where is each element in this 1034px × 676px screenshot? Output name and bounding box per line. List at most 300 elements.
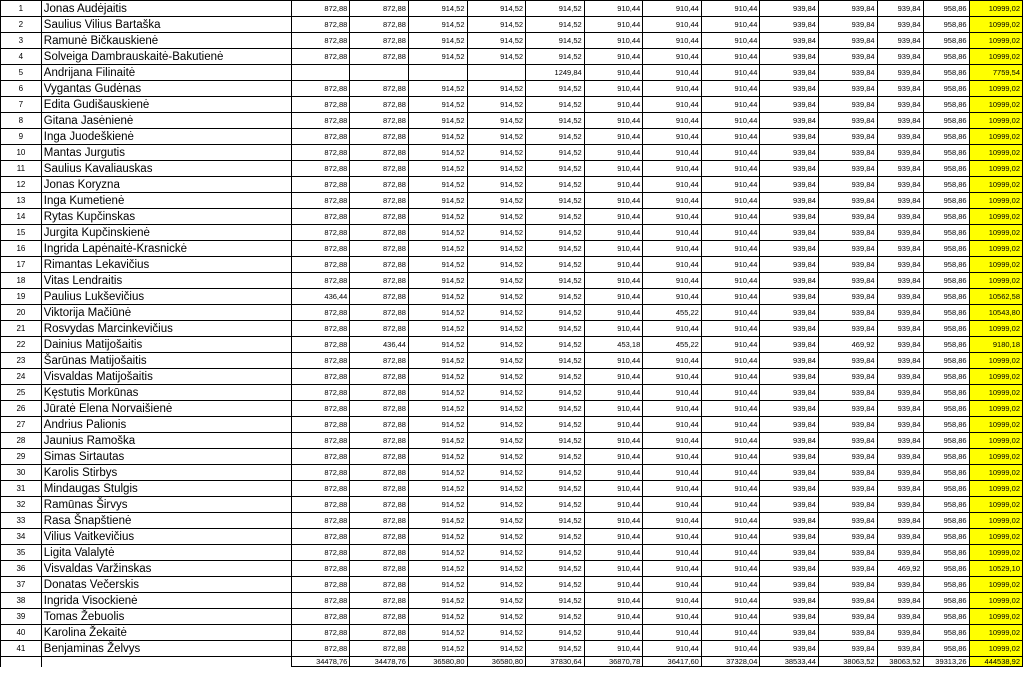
amount-cell: 910,44 (701, 209, 760, 225)
amount-cell: 872,88 (291, 401, 350, 417)
amount-cell: 914,52 (526, 49, 585, 65)
amount-cell: 958,86 (923, 513, 969, 529)
amount-cell: 958,86 (923, 161, 969, 177)
amount-cell: 958,86 (923, 561, 969, 577)
grand-total-cell: 444538,92 (969, 657, 1022, 667)
amount-cell: 914,52 (467, 161, 526, 177)
totals-blank-cell (1, 657, 42, 667)
amount-cell: 939,84 (818, 273, 877, 289)
amount-cell: 914,52 (467, 385, 526, 401)
amount-cell: 872,88 (291, 545, 350, 561)
amount-cell: 872,88 (350, 433, 409, 449)
amount-cell: 914,52 (467, 273, 526, 289)
table-row (1, 81, 1023, 97)
amount-cell: 910,44 (701, 529, 760, 545)
amount-cell: 872,88 (291, 609, 350, 625)
table-row (1, 177, 1023, 193)
amount-cell: 910,44 (584, 193, 643, 209)
amount-cell: 872,88 (291, 385, 350, 401)
amount-cell: 914,52 (408, 561, 467, 577)
amount-cell: 914,52 (526, 497, 585, 513)
amount-cell: 914,52 (526, 609, 585, 625)
amount-cell: 914,52 (408, 321, 467, 337)
amount-cell: 939,84 (818, 641, 877, 657)
row-number: 31 (1, 481, 42, 497)
amount-cell: 910,44 (643, 17, 702, 33)
amount-cell: 872,88 (291, 257, 350, 273)
amount-cell: 939,84 (818, 529, 877, 545)
amount-cell: 939,84 (877, 513, 923, 529)
amount-cell: 910,44 (643, 81, 702, 97)
amount-cell: 958,86 (923, 449, 969, 465)
amount-cell: 958,86 (923, 177, 969, 193)
employee-name: Edita Gudišauskienė (41, 97, 291, 113)
amount-cell: 910,44 (701, 481, 760, 497)
amount-cell: 910,44 (584, 241, 643, 257)
amount-cell: 872,88 (350, 641, 409, 657)
amount-cell: 939,84 (760, 545, 819, 561)
amount-cell: 469,92 (818, 337, 877, 353)
amount-cell: 939,84 (760, 593, 819, 609)
amount-cell: 914,52 (467, 145, 526, 161)
amount-cell: 910,44 (643, 209, 702, 225)
amount-cell: 939,84 (877, 65, 923, 81)
amount-cell: 939,84 (877, 625, 923, 641)
amount-cell: 872,88 (350, 305, 409, 321)
amount-cell: 939,84 (760, 353, 819, 369)
amount-cell: 872,88 (350, 481, 409, 497)
amount-cell: 939,84 (760, 273, 819, 289)
amount-cell: 914,52 (526, 353, 585, 369)
amount-cell: 939,84 (760, 17, 819, 33)
amount-cell: 872,88 (291, 81, 350, 97)
amount-cell: 939,84 (877, 481, 923, 497)
totals-blank-cell (41, 657, 291, 667)
table-row (1, 209, 1023, 225)
amount-cell: 910,44 (584, 209, 643, 225)
amount-cell: 914,52 (467, 17, 526, 33)
amount-cell: 910,44 (584, 321, 643, 337)
employee-name: Simas Sirtautas (41, 449, 291, 465)
amount-cell: 939,84 (877, 641, 923, 657)
amount-cell: 910,44 (584, 449, 643, 465)
amount-cell: 910,44 (701, 241, 760, 257)
amount-cell: 914,52 (408, 417, 467, 433)
amount-cell: 910,44 (584, 641, 643, 657)
amount-cell: 939,84 (818, 193, 877, 209)
amount-cell: 939,84 (760, 497, 819, 513)
amount-cell: 872,88 (350, 385, 409, 401)
amount-cell: 910,44 (701, 145, 760, 161)
table-row (1, 561, 1023, 577)
amount-cell: 872,88 (350, 529, 409, 545)
amount-cell: 872,88 (291, 369, 350, 385)
amount-cell: 939,84 (818, 113, 877, 129)
totals-row (1, 657, 1023, 667)
amount-cell: 939,84 (760, 49, 819, 65)
amount-cell: 939,84 (877, 593, 923, 609)
amount-cell: 910,44 (643, 609, 702, 625)
amount-cell: 914,52 (408, 513, 467, 529)
amount-cell: 872,88 (350, 81, 409, 97)
amount-cell: 872,88 (291, 305, 350, 321)
amount-cell: 910,44 (584, 33, 643, 49)
amount-cell: 872,88 (291, 417, 350, 433)
employee-name: Benjaminas Želvys (41, 641, 291, 657)
row-number: 14 (1, 209, 42, 225)
row-total-cell: 10999,02 (969, 209, 1022, 225)
row-number: 41 (1, 641, 42, 657)
row-total-cell: 10543,80 (969, 305, 1022, 321)
amount-cell: 872,88 (350, 353, 409, 369)
amount-cell: 939,84 (760, 513, 819, 529)
amount-cell: 914,52 (408, 609, 467, 625)
amount-cell: 914,52 (467, 209, 526, 225)
amount-cell: 914,52 (467, 641, 526, 657)
amount-cell: 872,88 (350, 593, 409, 609)
column-total-cell: 36580,80 (467, 657, 526, 667)
amount-cell: 910,44 (701, 113, 760, 129)
amount-cell: 958,86 (923, 577, 969, 593)
amount-cell: 910,44 (701, 497, 760, 513)
row-total-cell: 10999,02 (969, 161, 1022, 177)
amount-cell: 910,44 (643, 353, 702, 369)
amount-cell: 910,44 (701, 561, 760, 577)
amount-cell: 958,86 (923, 65, 969, 81)
amount-cell: 958,86 (923, 529, 969, 545)
amount-cell: 939,84 (877, 497, 923, 513)
amount-cell: 910,44 (701, 337, 760, 353)
table-row (1, 145, 1023, 161)
amount-cell: 939,84 (877, 305, 923, 321)
table-row (1, 49, 1023, 65)
row-total-cell: 10999,02 (969, 145, 1022, 161)
amount-cell: 910,44 (643, 529, 702, 545)
amount-cell: 939,84 (818, 65, 877, 81)
amount-cell: 910,44 (584, 481, 643, 497)
amount-cell: 939,84 (760, 289, 819, 305)
employee-name: Karolis Stirbys (41, 465, 291, 481)
row-number: 2 (1, 17, 42, 33)
amount-cell: 939,84 (877, 433, 923, 449)
amount-cell: 939,84 (760, 145, 819, 161)
amount-cell: 939,84 (760, 129, 819, 145)
row-total-cell: 7759,54 (969, 65, 1022, 81)
amount-cell: 914,52 (467, 33, 526, 49)
amount-cell: 914,52 (408, 305, 467, 321)
amount-cell: 910,44 (701, 593, 760, 609)
table-row (1, 273, 1023, 289)
amount-cell: 914,52 (526, 641, 585, 657)
table-row (1, 65, 1023, 81)
amount-cell: 939,84 (760, 209, 819, 225)
amount-cell: 872,88 (350, 33, 409, 49)
amount-cell: 910,44 (643, 49, 702, 65)
employee-name: Ingrida Lapėnaitė-Krasnickė (41, 241, 291, 257)
amount-cell: 914,52 (526, 593, 585, 609)
amount-cell: 914,52 (526, 337, 585, 353)
row-total-cell: 10999,02 (969, 609, 1022, 625)
amount-cell: 914,52 (467, 577, 526, 593)
amount-cell: 958,86 (923, 593, 969, 609)
amount-cell: 939,84 (760, 113, 819, 129)
table-row (1, 497, 1023, 513)
amount-cell: 914,52 (526, 465, 585, 481)
row-number: 22 (1, 337, 42, 353)
amount-cell: 958,86 (923, 609, 969, 625)
row-total-cell: 10999,02 (969, 433, 1022, 449)
amount-cell: 872,88 (350, 177, 409, 193)
amount-cell: 939,84 (877, 241, 923, 257)
row-number: 7 (1, 97, 42, 113)
table-row (1, 193, 1023, 209)
amount-cell: 910,44 (643, 369, 702, 385)
amount-cell: 872,88 (350, 497, 409, 513)
employee-name: Tomas Žebuolis (41, 609, 291, 625)
table-row (1, 417, 1023, 433)
amount-cell: 914,52 (526, 129, 585, 145)
row-total-cell: 10999,02 (969, 401, 1022, 417)
amount-cell: 910,44 (643, 513, 702, 529)
column-total-cell: 36870,78 (584, 657, 643, 667)
amount-cell: 939,84 (760, 417, 819, 433)
amount-cell: 914,52 (408, 97, 467, 113)
amount-cell: 939,84 (760, 625, 819, 641)
amount-cell: 939,84 (877, 353, 923, 369)
amount-cell: 910,44 (643, 273, 702, 289)
amount-cell: 939,84 (877, 113, 923, 129)
row-total-cell: 10999,02 (969, 481, 1022, 497)
table-row (1, 449, 1023, 465)
row-total-cell: 10999,02 (969, 33, 1022, 49)
amount-cell: 910,44 (643, 65, 702, 81)
amount-cell: 914,52 (526, 289, 585, 305)
amount-cell: 910,44 (701, 17, 760, 33)
employee-name: Šarūnas Matijošaitis (41, 353, 291, 369)
table-row (1, 609, 1023, 625)
amount-cell: 872,88 (350, 609, 409, 625)
amount-cell: 872,88 (291, 529, 350, 545)
amount-cell: 914,52 (526, 193, 585, 209)
row-number: 19 (1, 289, 42, 305)
amount-cell: 914,52 (526, 561, 585, 577)
row-total-cell: 10562,58 (969, 289, 1022, 305)
amount-cell: 914,52 (408, 369, 467, 385)
row-number: 33 (1, 513, 42, 529)
table-row (1, 17, 1023, 33)
amount-cell: 910,44 (584, 593, 643, 609)
table-row (1, 129, 1023, 145)
amount-cell: 910,44 (643, 177, 702, 193)
row-number: 20 (1, 305, 42, 321)
amount-cell: 914,52 (526, 529, 585, 545)
amount-cell: 939,84 (760, 385, 819, 401)
row-total-cell: 10999,02 (969, 273, 1022, 289)
amount-cell: 939,84 (877, 337, 923, 353)
row-total-cell: 10999,02 (969, 321, 1022, 337)
amount-cell: 872,88 (350, 561, 409, 577)
table-row (1, 161, 1023, 177)
amount-cell: 939,84 (877, 273, 923, 289)
amount-cell: 914,52 (526, 433, 585, 449)
amount-cell: 910,44 (701, 177, 760, 193)
amount-cell: 939,84 (818, 81, 877, 97)
amount-cell: 958,86 (923, 81, 969, 97)
amount-cell: 939,84 (877, 369, 923, 385)
amount-cell: 939,84 (818, 241, 877, 257)
row-number: 34 (1, 529, 42, 545)
amount-cell: 910,44 (701, 513, 760, 529)
row-number: 23 (1, 353, 42, 369)
amount-cell: 914,52 (467, 513, 526, 529)
amount-cell: 914,52 (526, 161, 585, 177)
amount-cell: 914,52 (526, 401, 585, 417)
amount-cell: 910,44 (701, 193, 760, 209)
amount-cell: 939,84 (877, 609, 923, 625)
amount-cell: 910,44 (643, 113, 702, 129)
amount-cell: 939,84 (818, 177, 877, 193)
amount-cell: 872,88 (350, 513, 409, 529)
row-number: 11 (1, 161, 42, 177)
amount-cell: 914,52 (408, 401, 467, 417)
amount-cell: 939,84 (877, 145, 923, 161)
amount-cell: 939,84 (760, 433, 819, 449)
table-row (1, 241, 1023, 257)
employee-name: Rosvydas Marcinkevičius (41, 321, 291, 337)
row-total-cell: 10999,02 (969, 113, 1022, 129)
amount-cell: 939,84 (760, 529, 819, 545)
amount-cell: 910,44 (643, 449, 702, 465)
amount-cell: 914,52 (526, 513, 585, 529)
employee-name: Ligita Valalytė (41, 545, 291, 561)
amount-cell: 910,44 (701, 465, 760, 481)
amount-cell: 910,44 (701, 401, 760, 417)
row-number: 9 (1, 129, 42, 145)
employee-name: Ramūnas Širvys (41, 497, 291, 513)
amount-cell: 469,92 (877, 561, 923, 577)
amount-cell: 914,52 (526, 97, 585, 113)
table-row (1, 465, 1023, 481)
amount-cell: 872,88 (350, 369, 409, 385)
employee-name: Vitas Lendraitis (41, 273, 291, 289)
amount-cell: 872,88 (350, 1, 409, 17)
amount-cell: 939,84 (877, 193, 923, 209)
employee-name: Karolina Žekaitė (41, 625, 291, 641)
amount-cell: 910,44 (643, 145, 702, 161)
column-total-cell: 38533,44 (760, 657, 819, 667)
employee-name: Jonas Koryzna (41, 177, 291, 193)
column-total-cell: 36417,60 (643, 657, 702, 667)
column-total-cell: 38063,52 (877, 657, 923, 667)
amount-cell: 914,52 (467, 353, 526, 369)
amount-cell: 914,52 (408, 449, 467, 465)
amount-cell: 939,84 (818, 497, 877, 513)
amount-cell: 910,44 (584, 545, 643, 561)
amount-cell: 939,84 (760, 305, 819, 321)
amount-cell: 939,84 (877, 209, 923, 225)
amount-cell: 872,88 (291, 577, 350, 593)
amount-cell: 939,84 (818, 545, 877, 561)
amount-cell: 958,86 (923, 145, 969, 161)
amount-cell: 958,86 (923, 305, 969, 321)
table-row (1, 257, 1023, 273)
amount-cell: 910,44 (643, 321, 702, 337)
amount-cell: 914,52 (408, 1, 467, 17)
amount-cell: 910,44 (584, 497, 643, 513)
amount-cell: 914,52 (526, 145, 585, 161)
row-total-cell: 10999,02 (969, 17, 1022, 33)
amount-cell: 872,88 (291, 513, 350, 529)
amount-cell: 914,52 (408, 529, 467, 545)
amount-cell: 939,84 (877, 161, 923, 177)
amount-cell: 939,84 (877, 385, 923, 401)
amount-cell: 939,84 (760, 465, 819, 481)
amount-cell: 939,84 (760, 257, 819, 273)
row-number: 27 (1, 417, 42, 433)
amount-cell: 910,44 (584, 417, 643, 433)
amount-cell: 910,44 (584, 1, 643, 17)
amount-cell: 914,52 (526, 273, 585, 289)
amount-cell: 914,52 (467, 49, 526, 65)
amount-cell: 910,44 (701, 577, 760, 593)
amount-cell: 914,52 (467, 289, 526, 305)
amount-cell: 872,88 (291, 433, 350, 449)
employee-name: Visvaldas Varžinskas (41, 561, 291, 577)
amount-cell: 910,44 (701, 257, 760, 273)
row-total-cell: 10999,02 (969, 49, 1022, 65)
row-number: 6 (1, 81, 42, 97)
table-row (1, 113, 1023, 129)
amount-cell: 914,52 (526, 321, 585, 337)
amount-cell: 910,44 (643, 625, 702, 641)
amount-cell: 910,44 (701, 353, 760, 369)
amount-cell: 939,84 (760, 81, 819, 97)
amount-cell: 939,84 (877, 33, 923, 49)
amount-cell: 939,84 (760, 177, 819, 193)
table-row (1, 289, 1023, 305)
row-total-cell: 10999,02 (969, 593, 1022, 609)
amount-cell: 910,44 (584, 225, 643, 241)
amount-cell: 910,44 (643, 193, 702, 209)
amount-cell: 914,52 (467, 1, 526, 17)
amount-cell: 872,88 (350, 449, 409, 465)
amount-cell: 939,84 (877, 417, 923, 433)
amount-cell: 910,44 (584, 625, 643, 641)
amount-cell: 910,44 (643, 33, 702, 49)
row-total-cell: 10999,02 (969, 257, 1022, 273)
row-number: 37 (1, 577, 42, 593)
amount-cell: 958,86 (923, 193, 969, 209)
amount-cell: 910,44 (643, 433, 702, 449)
amount-cell: 914,52 (408, 225, 467, 241)
amount-cell: 939,84 (877, 289, 923, 305)
amount-cell: 914,52 (467, 481, 526, 497)
amount-cell: 914,52 (467, 401, 526, 417)
amount-cell: 910,44 (701, 1, 760, 17)
row-number: 5 (1, 65, 42, 81)
amount-cell: 914,52 (467, 609, 526, 625)
amount-cell: 872,88 (291, 97, 350, 113)
amount-cell: 872,88 (291, 337, 350, 353)
amount-cell: 910,44 (584, 129, 643, 145)
amount-cell: 914,52 (467, 225, 526, 241)
amount-cell: 939,84 (818, 513, 877, 529)
amount-cell: 910,44 (584, 81, 643, 97)
amount-cell: 914,52 (467, 257, 526, 273)
table-row (1, 577, 1023, 593)
employee-name: Mantas Jurgutis (41, 145, 291, 161)
amount-cell: 939,84 (877, 529, 923, 545)
